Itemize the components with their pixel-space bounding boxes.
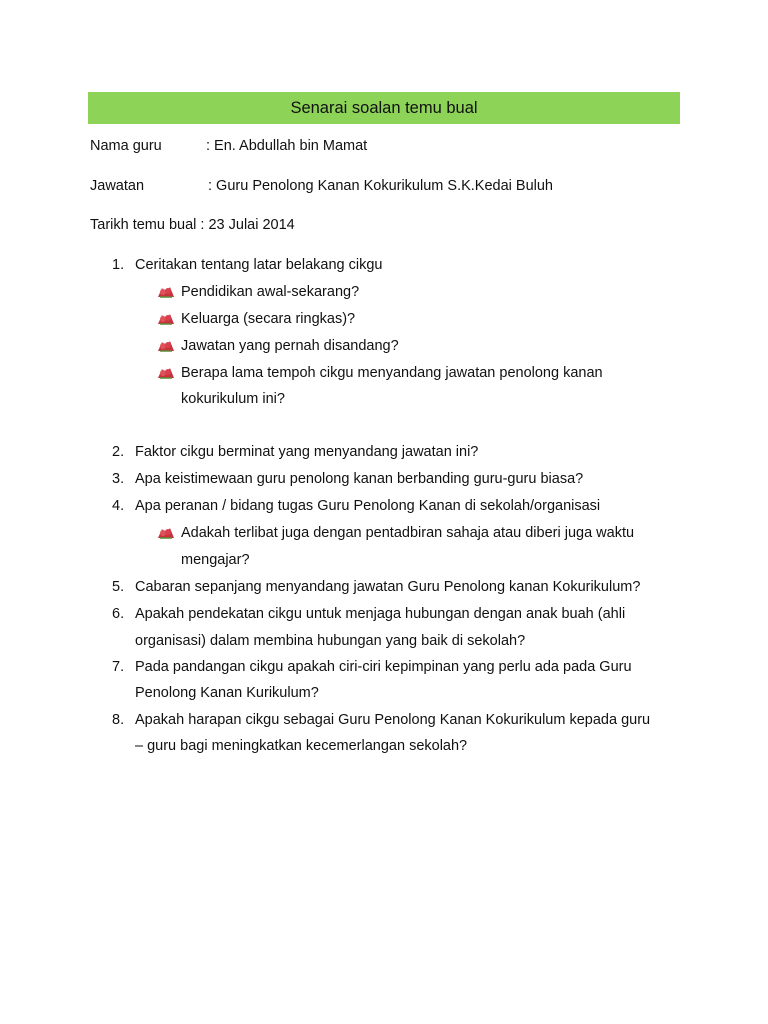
sub-question-text: Keluarga (secara ringkas)? <box>181 311 356 327</box>
red-flower-bullet-icon <box>157 339 175 353</box>
interview-date: Tarikh temu bual : 23 Julai 2014 <box>90 217 295 233</box>
red-flower-bullet-icon <box>157 366 175 380</box>
sub-question-continuation: kokurikulum ini? <box>181 391 285 407</box>
teacher-name-row <box>90 138 162 154</box>
teacher-name-label: Nama guru <box>90 138 162 154</box>
question-number: 5. <box>112 579 125 595</box>
question-text: Apakah harapan cikgu sebagai Guru Penolong Kanan Kokurikulum kepada guru <box>135 712 651 728</box>
question-number: 2. <box>112 444 125 460</box>
position-value: : Guru Penolong Kanan Kokurikulum S.K.Kedai Buluh <box>208 178 553 194</box>
red-flower-bullet-icon <box>157 526 175 540</box>
position-label: Jawatan <box>90 178 145 194</box>
question-number: 1. <box>112 257 125 273</box>
red-flower-bullet-icon <box>157 312 175 326</box>
sub-question-continuation: mengajar? <box>181 552 250 568</box>
sub-question-text: Adakah terlibat juga dengan pentadbiran sahaja atau diberi juga waktu <box>181 525 635 541</box>
title-bar <box>88 92 680 124</box>
position-row <box>90 178 144 194</box>
question-continuation: organisasi) dalam membina hubungan yang baik di sekolah? <box>135 633 526 649</box>
sub-question-text: Jawatan yang pernah disandang? <box>181 338 399 354</box>
question-text: Apa peranan / bidang tugas Guru Penolong Kanan di sekolah/organisasi <box>135 498 601 514</box>
red-flower-bullet-icon <box>157 285 175 299</box>
sub-question-text: Pendidikan awal-sekarang? <box>181 284 360 300</box>
question-text: Cabaran sepanjang menyandang jawatan Guru Penolong kanan Kokurikulum? <box>135 579 641 595</box>
question-number: 8. <box>112 712 125 728</box>
question-continuation: Penolong Kanan Kurikulum? <box>135 685 319 701</box>
question-text: Ceritakan tentang latar belakang cikgu <box>135 257 383 273</box>
document-title: Senarai soalan temu bual <box>290 98 478 117</box>
question-text: Apakah pendekatan cikgu untuk menjaga hubungan dengan anak buah (ahli <box>135 606 626 622</box>
question-number: 7. <box>112 659 125 675</box>
question-number: 3. <box>112 471 125 487</box>
question-continuation: – guru bagi meningkatkan kecemerlangan sekolah? <box>135 738 468 754</box>
teacher-name-value: : En. Abdullah bin Mamat <box>206 138 368 154</box>
interview-date-row <box>90 217 295 233</box>
question-number: 6. <box>112 606 125 622</box>
question-number: 4. <box>112 498 125 514</box>
question-text: Faktor cikgu berminat yang menyandang jawatan ini? <box>135 444 479 460</box>
question-text: Pada pandangan cikgu apakah ciri-ciri kepimpinan yang perlu ada pada Guru <box>135 659 632 675</box>
sub-question-text: Berapa lama tempoh cikgu menyandang jawatan penolong kanan <box>181 365 603 381</box>
question-text: Apa keistimewaan guru penolong kanan berbanding guru-guru biasa? <box>135 471 584 487</box>
